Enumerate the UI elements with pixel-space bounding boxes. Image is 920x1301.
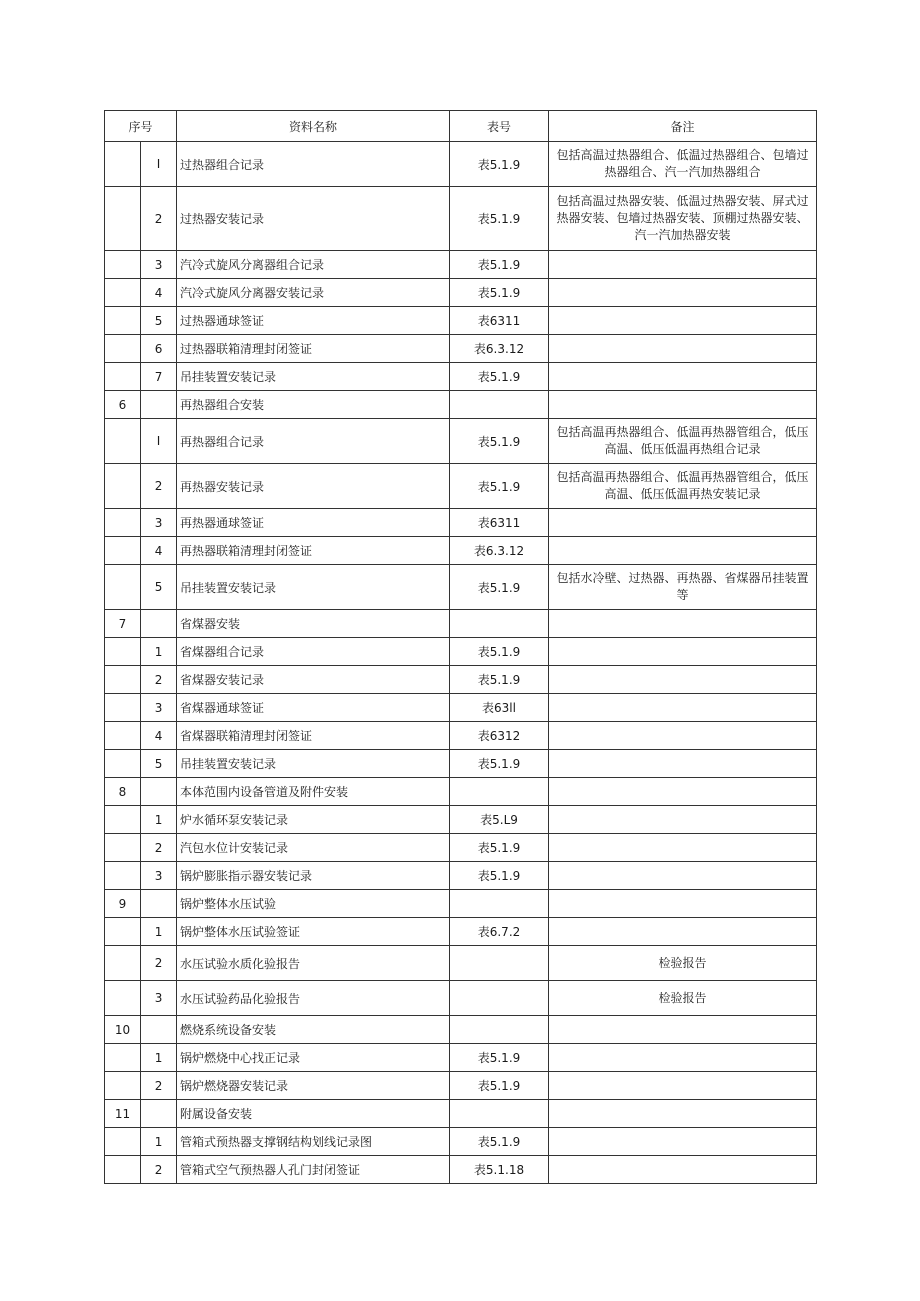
document-name-cell: 省煤器组合记录 xyxy=(177,638,450,666)
table-row xyxy=(105,1016,817,1044)
note-cell: 检验报告 xyxy=(549,946,817,981)
note-cell xyxy=(549,806,817,834)
sub-seq-cell: 1 xyxy=(141,806,177,834)
form-number-cell: 表5.1.9 xyxy=(450,279,549,307)
sub-seq-cell: 3 xyxy=(141,251,177,279)
seq-cell xyxy=(105,363,141,391)
sub-seq-cell: 2 xyxy=(141,666,177,694)
document-name-cell: 炉水循环泵安装记录 xyxy=(177,806,450,834)
form-number-cell xyxy=(450,1100,549,1128)
note-cell xyxy=(549,1072,817,1100)
form-number-cell: 表6311 xyxy=(450,307,549,335)
note-cell xyxy=(549,890,817,918)
table-row xyxy=(105,981,817,1016)
note-cell xyxy=(549,307,817,335)
header-name: 资料名称 xyxy=(177,111,450,142)
table-row xyxy=(105,363,817,391)
form-number-cell: 表6.3.12 xyxy=(450,537,549,565)
sub-seq-cell: 3 xyxy=(141,862,177,890)
note-cell xyxy=(549,335,817,363)
sub-seq-cell: 2 xyxy=(141,946,177,981)
sub-seq-cell: 1 xyxy=(141,918,177,946)
seq-cell: 6 xyxy=(105,391,141,419)
form-number-cell: 表6.3.12 xyxy=(450,335,549,363)
form-number-cell: 表5.1.9 xyxy=(450,251,549,279)
form-number-cell: 表5.1.9 xyxy=(450,187,549,251)
note-cell xyxy=(549,666,817,694)
note-cell xyxy=(549,363,817,391)
table-row xyxy=(105,1100,817,1128)
form-number-cell: 表5.1.9 xyxy=(450,834,549,862)
form-number-cell: 表5.1.9 xyxy=(450,419,549,464)
seq-cell xyxy=(105,918,141,946)
document-name-cell: 省煤器联箱清理封闭签证 xyxy=(177,722,450,750)
document-name-cell: 省煤器安装记录 xyxy=(177,666,450,694)
form-number-cell: 表6312 xyxy=(450,722,549,750)
document-name-cell: 省煤器安装 xyxy=(177,610,450,638)
form-number-cell: 表5.1.9 xyxy=(450,1072,549,1100)
seq-cell xyxy=(105,509,141,537)
sub-seq-cell: 7 xyxy=(141,363,177,391)
table-row xyxy=(105,694,817,722)
seq-cell xyxy=(105,722,141,750)
seq-cell: 8 xyxy=(105,778,141,806)
seq-cell xyxy=(105,666,141,694)
table-row xyxy=(105,537,817,565)
sub-seq-cell: 1 xyxy=(141,1128,177,1156)
note-cell: 包括水冷壁、过热器、再热器、省煤器吊挂装置等 xyxy=(549,565,817,610)
document-name-cell: 再热器通球签证 xyxy=(177,509,450,537)
sub-seq-cell: 2 xyxy=(141,464,177,509)
document-name-cell: 吊挂装置安装记录 xyxy=(177,363,450,391)
seq-cell xyxy=(105,464,141,509)
document-name-cell: 水压试验药品化验报告 xyxy=(177,981,450,1016)
seq-cell xyxy=(105,862,141,890)
note-cell: 包括高温再热器组合、低温再热器管组合，低压高温、低压低温再热安装记录 xyxy=(549,464,817,509)
table-row xyxy=(105,565,817,610)
form-number-cell: 表5.1.9 xyxy=(450,565,549,610)
seq-cell xyxy=(105,251,141,279)
table-row xyxy=(105,142,817,187)
note-cell xyxy=(549,638,817,666)
table-row xyxy=(105,666,817,694)
form-number-cell: 表5.1.9 xyxy=(450,142,549,187)
sub-seq-cell xyxy=(141,778,177,806)
note-cell xyxy=(549,918,817,946)
note-cell xyxy=(549,391,817,419)
document-name-cell: 再热器组合安装 xyxy=(177,391,450,419)
form-number-cell: 表5.1.9 xyxy=(450,666,549,694)
sub-seq-cell: 1 xyxy=(141,638,177,666)
table-row xyxy=(105,251,817,279)
seq-cell: 9 xyxy=(105,890,141,918)
seq-cell xyxy=(105,565,141,610)
document-name-cell: 燃烧系统设备安装 xyxy=(177,1016,450,1044)
sub-seq-cell: I xyxy=(141,142,177,187)
form-number-cell: 表6311 xyxy=(450,509,549,537)
sub-seq-cell xyxy=(141,610,177,638)
table-row xyxy=(105,610,817,638)
note-cell xyxy=(549,279,817,307)
form-number-cell: 表5.1.18 xyxy=(450,1156,549,1184)
form-number-cell: 表5.1.9 xyxy=(450,862,549,890)
sub-seq-cell: 2 xyxy=(141,187,177,251)
table-row xyxy=(105,307,817,335)
sub-seq-cell: 2 xyxy=(141,1072,177,1100)
sub-seq-cell xyxy=(141,391,177,419)
document-name-cell: 管箱式预热器支撑钢结构划线记录图 xyxy=(177,1128,450,1156)
form-number-cell xyxy=(450,778,549,806)
note-cell xyxy=(549,750,817,778)
seq-cell xyxy=(105,1128,141,1156)
document-name-cell: 过热器安装记录 xyxy=(177,187,450,251)
document-name-cell: 锅炉燃烧器安装记录 xyxy=(177,1072,450,1100)
table-row xyxy=(105,1072,817,1100)
seq-cell xyxy=(105,1072,141,1100)
table-row xyxy=(105,918,817,946)
form-number-cell: 表5.1.9 xyxy=(450,1128,549,1156)
sub-seq-cell: 3 xyxy=(141,981,177,1016)
table-row xyxy=(105,1128,817,1156)
document-name-cell: 锅炉整体水压试验签证 xyxy=(177,918,450,946)
sub-seq-cell xyxy=(141,890,177,918)
sub-seq-cell: 5 xyxy=(141,750,177,778)
table-row xyxy=(105,638,817,666)
note-cell xyxy=(549,1100,817,1128)
seq-cell xyxy=(105,187,141,251)
note-cell xyxy=(549,862,817,890)
document-name-cell: 吊挂装置安装记录 xyxy=(177,750,450,778)
note-cell: 包括高温过热器安装、低温过热器安装、屏式过热器安装、包墙过热器安装、顶棚过热器安装、汽一汽加热器安装 xyxy=(549,187,817,251)
document-name-cell: 过热器联箱清理封闭签证 xyxy=(177,335,450,363)
table-row xyxy=(105,279,817,307)
sub-seq-cell: 4 xyxy=(141,279,177,307)
records-body xyxy=(105,142,817,1184)
table-row xyxy=(105,750,817,778)
note-cell xyxy=(549,1044,817,1072)
note-cell: 包括高温再热器组合、低温再热器管组合，低压高温、低压低温再热组合记录 xyxy=(549,419,817,464)
header-row xyxy=(105,111,817,142)
seq-cell xyxy=(105,307,141,335)
table-row xyxy=(105,509,817,537)
note-cell xyxy=(549,251,817,279)
seq-cell xyxy=(105,279,141,307)
note-cell: 包括高温过热器组合、低温过热器组合、包墙过热器组合、汽一汽加热器组合 xyxy=(549,142,817,187)
form-number-cell: 表6.7.2 xyxy=(450,918,549,946)
sub-seq-cell: 3 xyxy=(141,694,177,722)
form-number-cell: 表63ll xyxy=(450,694,549,722)
document-name-cell: 汽冷式旋风分离器组合记录 xyxy=(177,251,450,279)
note-cell: 检验报告 xyxy=(549,981,817,1016)
document-name-cell: 汽冷式旋风分离器安装记录 xyxy=(177,279,450,307)
form-number-cell: 表5.1.9 xyxy=(450,363,549,391)
note-cell xyxy=(549,1128,817,1156)
form-number-cell: 表5.1.9 xyxy=(450,1044,549,1072)
table-row xyxy=(105,806,817,834)
table-row xyxy=(105,778,817,806)
seq-cell xyxy=(105,694,141,722)
seq-cell xyxy=(105,142,141,187)
document-name-cell: 再热器安装记录 xyxy=(177,464,450,509)
sub-seq-cell: 4 xyxy=(141,722,177,750)
sub-seq-cell xyxy=(141,1016,177,1044)
seq-cell xyxy=(105,335,141,363)
table-row xyxy=(105,187,817,251)
sub-seq-cell: 2 xyxy=(141,1156,177,1184)
sub-seq-cell: 6 xyxy=(141,335,177,363)
sub-seq-cell: 4 xyxy=(141,537,177,565)
form-number-cell xyxy=(450,391,549,419)
header-note: 备注 xyxy=(549,111,817,142)
note-cell xyxy=(549,722,817,750)
note-cell xyxy=(549,1156,817,1184)
document-name-cell: 再热器联箱清理封闭签证 xyxy=(177,537,450,565)
form-number-cell: 表5.1.9 xyxy=(450,750,549,778)
document-name-cell: 附属设备安装 xyxy=(177,1100,450,1128)
form-number-cell: 表5.1.9 xyxy=(450,464,549,509)
note-cell xyxy=(549,834,817,862)
seq-cell xyxy=(105,419,141,464)
note-cell xyxy=(549,778,817,806)
document-name-cell: 管箱式空气预热器人孔门封闭签证 xyxy=(177,1156,450,1184)
table-row xyxy=(105,464,817,509)
note-cell xyxy=(549,537,817,565)
document-name-cell: 吊挂装置安装记录 xyxy=(177,565,450,610)
note-cell xyxy=(549,1016,817,1044)
table-row xyxy=(105,862,817,890)
document-name-cell: 锅炉膨胀指示器安装记录 xyxy=(177,862,450,890)
table-row xyxy=(105,391,817,419)
seq-cell: 10 xyxy=(105,1016,141,1044)
seq-cell xyxy=(105,946,141,981)
note-cell xyxy=(549,694,817,722)
seq-cell: 7 xyxy=(105,610,141,638)
seq-cell xyxy=(105,537,141,565)
form-number-cell xyxy=(450,946,549,981)
sub-seq-cell: 5 xyxy=(141,307,177,335)
table-row xyxy=(105,335,817,363)
header-seq: 序号 xyxy=(105,111,177,142)
document-name-cell: 过热器通球签证 xyxy=(177,307,450,335)
table-row xyxy=(105,946,817,981)
records-table xyxy=(104,110,817,1184)
table-row xyxy=(105,890,817,918)
form-number-cell: 表5.1.9 xyxy=(450,638,549,666)
header-form: 表号 xyxy=(450,111,549,142)
table-row xyxy=(105,722,817,750)
sub-seq-cell xyxy=(141,1100,177,1128)
document-name-cell: 汽包水位计安装记录 xyxy=(177,834,450,862)
seq-cell xyxy=(105,638,141,666)
table-row xyxy=(105,834,817,862)
table-row xyxy=(105,419,817,464)
document-name-cell: 省煤器通球签证 xyxy=(177,694,450,722)
document-name-cell: 水压试验水质化验报告 xyxy=(177,946,450,981)
note-cell xyxy=(549,509,817,537)
form-number-cell xyxy=(450,890,549,918)
seq-cell xyxy=(105,1156,141,1184)
seq-cell xyxy=(105,750,141,778)
form-number-cell xyxy=(450,610,549,638)
sub-seq-cell: 5 xyxy=(141,565,177,610)
note-cell xyxy=(549,610,817,638)
seq-cell xyxy=(105,806,141,834)
table-row xyxy=(105,1156,817,1184)
seq-cell: 11 xyxy=(105,1100,141,1128)
table-row xyxy=(105,1044,817,1072)
sub-seq-cell: 1 xyxy=(141,1044,177,1072)
form-number-cell: 表5.L9 xyxy=(450,806,549,834)
document-name-cell: 锅炉燃烧中心找正记录 xyxy=(177,1044,450,1072)
form-number-cell xyxy=(450,1016,549,1044)
document-name-cell: 再热器组合记录 xyxy=(177,419,450,464)
form-number-cell xyxy=(450,981,549,1016)
document-name-cell: 过热器组合记录 xyxy=(177,142,450,187)
document-name-cell: 本体范围内设备管道及附件安装 xyxy=(177,778,450,806)
sub-seq-cell: 2 xyxy=(141,834,177,862)
sub-seq-cell: I xyxy=(141,419,177,464)
seq-cell xyxy=(105,834,141,862)
sub-seq-cell: 3 xyxy=(141,509,177,537)
seq-cell xyxy=(105,981,141,1016)
seq-cell xyxy=(105,1044,141,1072)
document-name-cell: 锅炉整体水压试验 xyxy=(177,890,450,918)
